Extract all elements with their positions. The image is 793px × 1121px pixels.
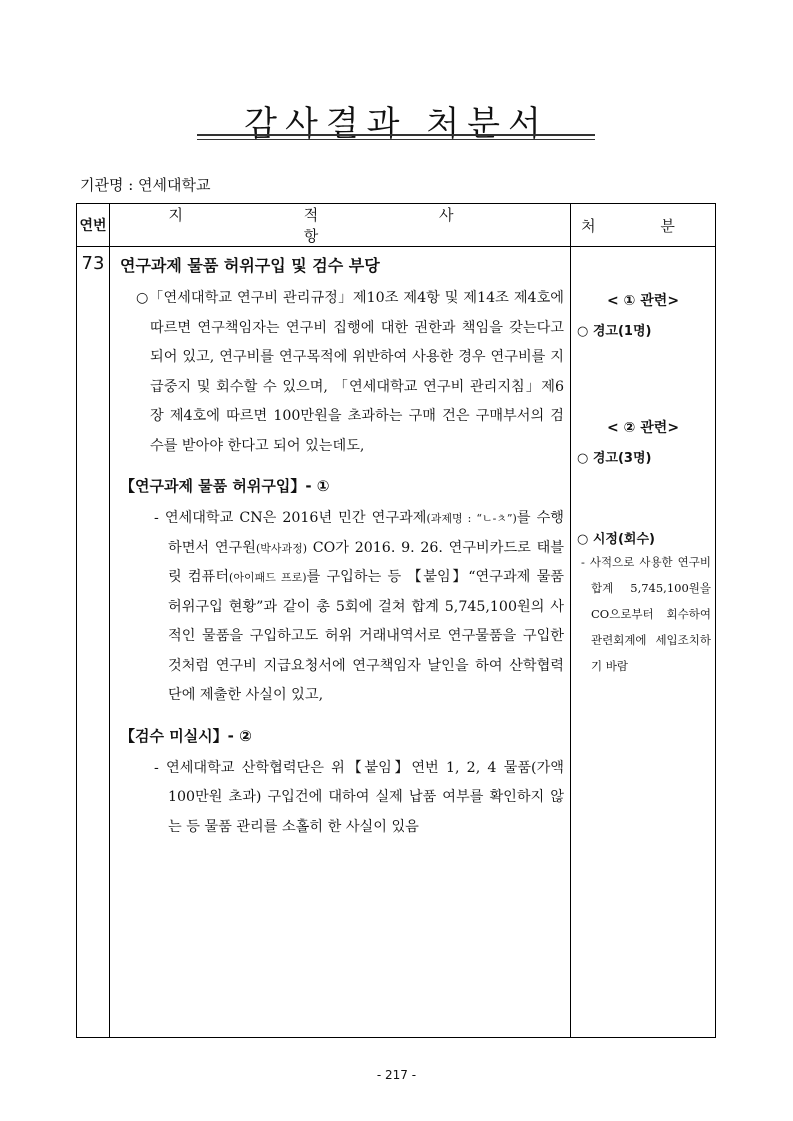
header-number: 연번 — [77, 204, 110, 247]
disposition-group3-text: - 사적으로 사용한 연구비 합계 5,745,100원을 CO으로부터 회수하여 관련회계에 세입조치하기 바람 — [581, 555, 711, 673]
disposition-group3-item: ○ 시정(회수) — [577, 532, 655, 547]
row-number: 73 — [77, 247, 110, 1038]
agency-name: 기관명 : 연세대학교 — [80, 176, 211, 194]
section1-device-name: (아이패드 프로) — [229, 571, 307, 584]
section1-text-d: 를 구입하는 등 【붙임】“연구과제 물품 허위구입 현황”과 같이 총 5회에 걸쳐 합계 5,745,100원의 사적인 물품을 구입하고도 허위 거래내역서로 연구물품을 구입한 것처럼 연구비 지급요청서에 연구책임자 날인을 하여 산학협력단에 제출한 사실이 있고, — [168, 569, 564, 703]
header-findings: 지 적 사 항 — [110, 204, 571, 247]
findings-cell — [110, 247, 571, 1038]
section1-text-c: CO가 2016. 9. 26. 연구비카드로 태블릿 컴퓨터 — [168, 539, 564, 585]
section1-text — [154, 504, 564, 711]
page-number: - 217 - — [376, 1068, 417, 1082]
audit-table — [76, 203, 716, 1038]
disposition-group2-item: ○ 경고(3명) — [577, 451, 652, 466]
section1-researcher-role: (박사과정) — [255, 541, 308, 555]
title-underline-thin — [197, 139, 595, 140]
disposition-group1-heading: < ① 관련> — [606, 293, 680, 309]
finding-title: 연구과제 물품 허위구입 및 검수 부당 — [120, 256, 380, 275]
document-title: 감사결과 처분서 — [244, 104, 549, 144]
disposition-cell — [571, 247, 716, 1038]
section1-text-b: 를 수행하면서 연구원 — [168, 510, 564, 556]
section1-text-a: - 연세대학교 CN은 2016년 민간 연구과제 — [154, 510, 427, 526]
disposition-group1-item: ○ 경고(1명) — [577, 324, 652, 339]
finding-intro: ○「연세대학교 연구비 관리규정」제10조 제4항 및 제14조 제4호에 따르면 연구책임자는 연구비 집행에 대한 권한과 책임을 갖는다고 되어 있고, 연구비를 연구목적에 위반하여 사용한 경우 연구비를 지급중지 및 회수할 수 있으며, 「연세대학교 연구비 관리지침」제6장 제4호에 따르면 100만원을 초과하는 구매 건은 구매부서의 검수를 받아야 한다고 되어 있는데도, — [136, 290, 564, 454]
section2-heading: 【검수 미실시】- ② — [120, 726, 252, 745]
title-underline — [197, 134, 595, 136]
section1-heading: 【연구과제 물품 허위구입】- ① — [120, 477, 330, 495]
disposition-group2-heading: < ② 관련> — [606, 420, 680, 436]
header-disposition: 처 분 — [571, 204, 716, 247]
section1-project-name: (과제명 : “ㄴ-ㅊ”) — [426, 512, 517, 525]
section2-text: - 연세대학교 산학협력단은 위【붙임】연번 1, 2, 4 물품(가액 100만원 초과) 구입건에 대하여 실제 납품 여부를 확인하지 않는 등 물품 관리를 소홀히 한 사실이 있음 — [154, 759, 564, 835]
